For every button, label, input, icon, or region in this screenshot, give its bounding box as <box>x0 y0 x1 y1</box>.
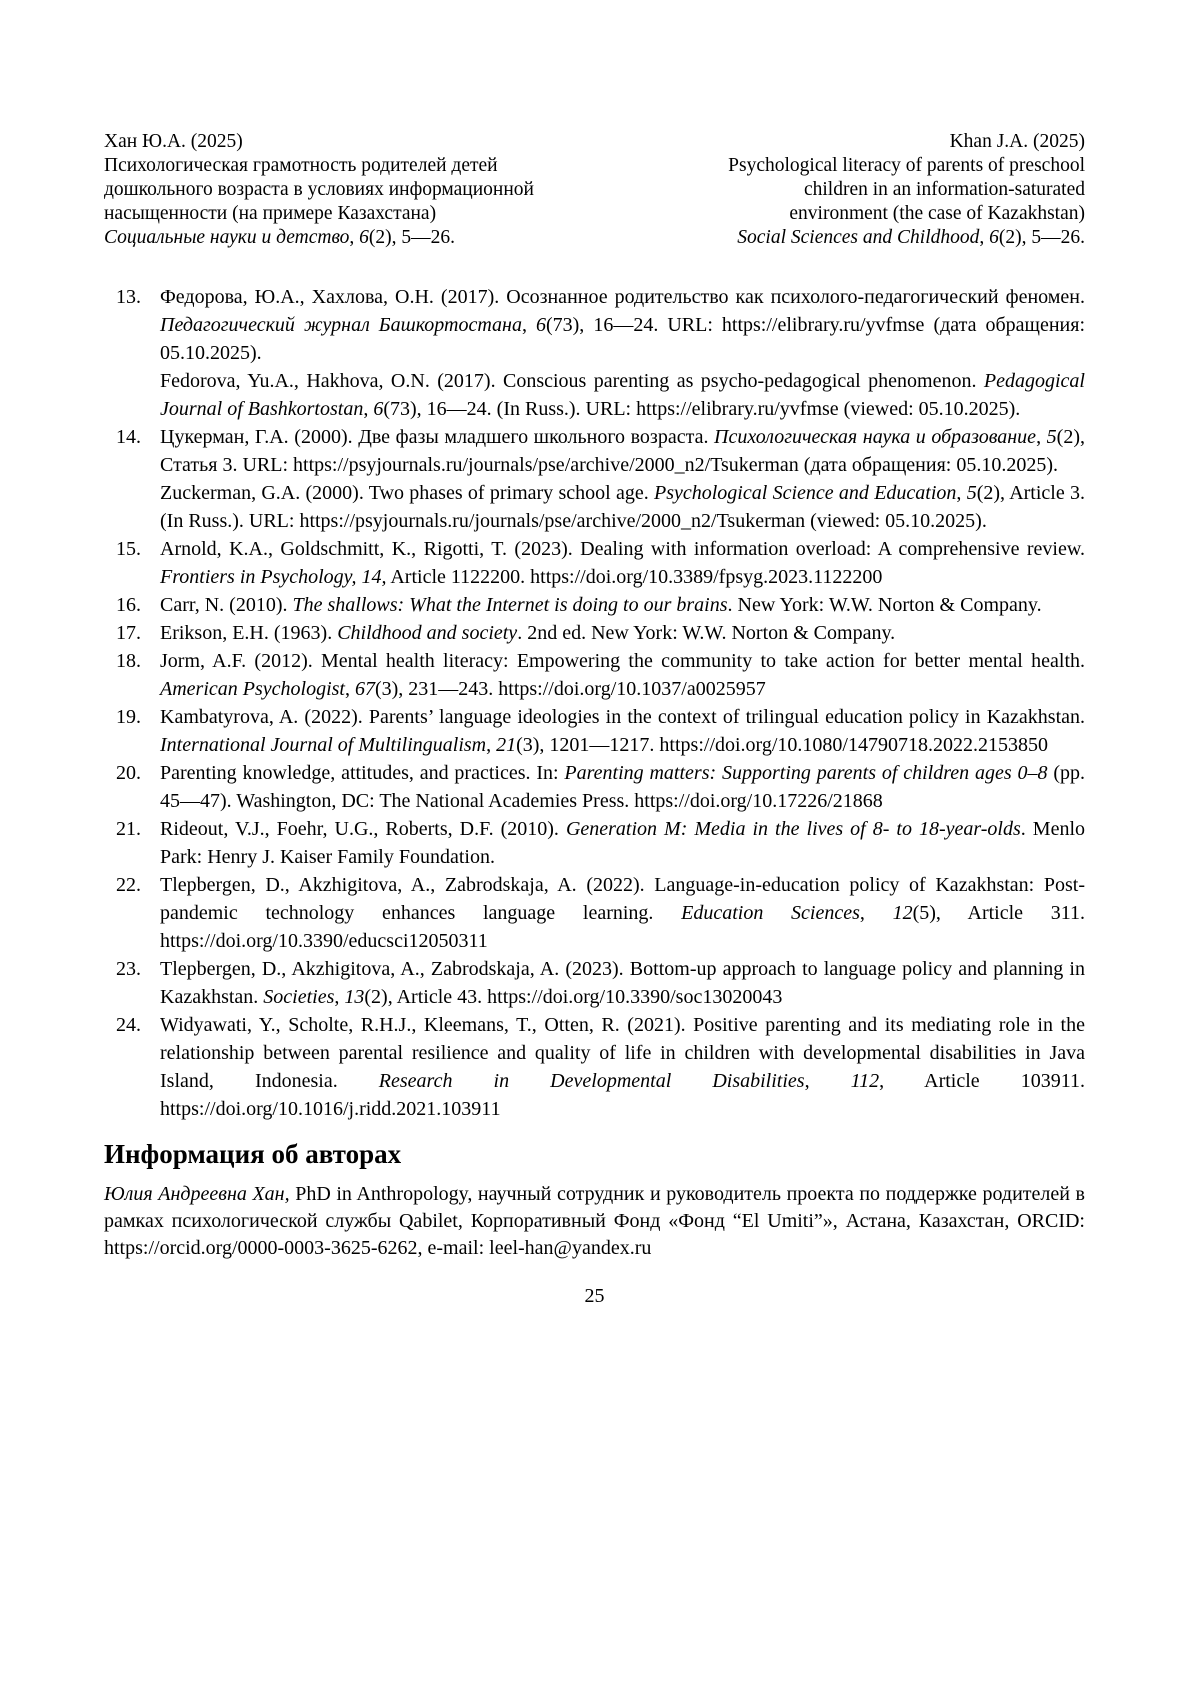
reference-number: 13. <box>116 286 141 308</box>
reference-item <box>104 871 1085 955</box>
header-title-en-line3: environment (the case of Kazakhstan) <box>789 203 1085 224</box>
header-author-en: Khan J.A. (2025) <box>949 131 1085 152</box>
reference-text: Fedorova, Yu.A., Hakhova, O.N. (2017). Conscious parenting as psycho-pedagogical phenomenon. Pedagogical Journal of Bashkortostan, 6(73), 16—24. (In Russ.). URL: https://elibrary.ru/yvfmse (viewed: 05.10.2025). <box>160 370 1085 420</box>
header-title-ru-line3: насыщенности (на примере Казахстана) <box>104 203 437 224</box>
header-journal-en: Social Sciences and Childhood, 6(2), 5—26. <box>737 227 1085 248</box>
reference-text: Erikson, E.H. (1963). Childhood and society. 2nd ed. New York: W.W. Norton & Company. <box>160 622 896 644</box>
running-header <box>104 130 1085 250</box>
reference-text: Carr, N. (2010). The shallows: What the Internet is doing to our brains. New York: W.W. Norton & Company. <box>160 594 1042 616</box>
reference-number: 14. <box>116 426 141 448</box>
header-title-en-line2: children in an information-saturated <box>803 179 1085 200</box>
references-list <box>104 283 1085 1123</box>
reference-item <box>104 815 1085 871</box>
authors-section-heading: Информация об авторах <box>104 1139 402 1169</box>
reference-number: 17. <box>116 622 141 644</box>
reference-number: 23. <box>116 958 141 980</box>
reference-text: Tlepbergen, D., Akzhigitova, A., Zabrodskaja, A. (2022). Language-in-education policy of Kazakhstan: Post-pandemic technology enhances language learning. Education Sciences, 12(5), Article 311. https://doi.org/10.3390/educsci12050311 <box>160 874 1085 952</box>
reference-number: 19. <box>116 706 141 728</box>
reference-text: Tlepbergen, D., Akzhigitova, A., Zabrodskaja, A. (2023). Bottom-up approach to language policy and planning in Kazakhstan. Societies, 13(2), Article 43. https://doi.org/10.3390/soc13020043 <box>160 958 1085 1008</box>
reference-number: 22. <box>116 874 141 896</box>
reference-text: Widyawati, Y., Scholte, R.H.J., Kleemans, T., Otten, R. (2021). Positive parenting and its mediating role in the relationship between parental resilience and quality of life in children with developmental disabilities in Java Island, Indonesia. Research in Developmental Disabilities, 112, Article 103911. https://doi.org/10.1016/j.ridd.2021.103911 <box>160 1014 1085 1120</box>
reference-item <box>104 591 1085 619</box>
reference-text: Rideout, V.J., Foehr, U.G., Roberts, D.F. (2010). Generation M: Media in the lives of 8- to 18-year-olds. Menlo Park: Henry J. Kaiser Family Foundation. <box>160 818 1086 868</box>
reference-number: 24. <box>116 1014 141 1036</box>
reference-item <box>104 283 1085 423</box>
reference-item <box>104 703 1085 759</box>
reference-item <box>104 423 1085 535</box>
reference-text: Zuckerman, G.A. (2000). Two phases of primary school age. Psychological Science and Education, 5(2), Article 3. (In Russ.). URL: https://psyjournals.ru/journals/pse/archive/2000_n2/Tsukerman (viewed: 05.10.2025). <box>160 482 1086 532</box>
page-number: 25 <box>584 1285 605 1307</box>
reference-text: Федорова, Ю.А., Хахлова, О.Н. (2017). Осознанное родительство как психолого-педагогический феномен. Педагогический журнал Башкортостана, 6(73), 16—24. URL: https://elibrary.ru/yvfmse (дата обращения: 05.10.2025). <box>160 286 1085 364</box>
reference-item <box>104 1011 1085 1123</box>
reference-item <box>104 955 1085 1011</box>
reference-number: 18. <box>116 650 141 672</box>
header-journal-ru: Социальные науки и детство, 6(2), 5—26. <box>104 227 456 248</box>
reference-item <box>104 535 1085 591</box>
reference-text: Jorm, A.F. (2012). Mental health literacy: Empowering the community to take action for better mental health. American Psychologist, 67(3), 231—243. https://doi.org/10.1037/a0025957 <box>160 650 1085 700</box>
author-bio: Юлия Андреевна Хан, PhD in Anthropology, научный сотрудник и руководитель проекта по поддержке родителей в рамках психологической службы Qabilet, Корпоративный Фонд «Фонд “El Umiti”», Астана, Казахстан, ORCID: https://orcid.org/0000-0003-3625-6262, e-mail: leel-han@yandex.ru <box>104 1183 1086 1259</box>
reference-text: Цукерман, Г.А. (2000). Две фазы младшего школьного возраста. Психологическая наука и образование, 5(2), Статья 3. URL: https://psyjournals.ru/journals/pse/archive/2000_n2/Tsukerman (дата обращения: 05.10.2025). <box>160 426 1085 476</box>
reference-number: 15. <box>116 538 141 560</box>
reference-item <box>104 759 1085 815</box>
reference-number: 21. <box>116 818 141 840</box>
header-author-ru: Хан Ю.А. (2025) <box>104 131 243 152</box>
reference-item <box>104 647 1085 703</box>
reference-number: 20. <box>116 762 141 784</box>
page-content <box>104 130 1085 1310</box>
header-title-en-line1: Psychological literacy of parents of preschool <box>728 155 1085 176</box>
reference-item <box>104 619 1085 647</box>
reference-text: Kambatyrova, A. (2022). Parents’ language ideologies in the context of trilingual education policy in Kazakhstan. International Journal of Multilingualism, 21(3), 1201—1217. https://doi.org/10.1080/14790718.2022.2153850 <box>160 706 1085 756</box>
running-header-russian <box>104 130 534 250</box>
reference-text: Parenting knowledge, attitudes, and practices. In: Parenting matters: Supporting parents of children ages 0–8 (pp. 45—47). Washington, DC: The National Academies Press. https://doi.org/10.17226/21868 <box>160 762 1085 812</box>
header-title-ru-line2: дошкольного возраста в условиях информационной <box>104 179 534 200</box>
reference-text: Arnold, K.A., Goldschmitt, K., Rigotti, T. (2023). Dealing with information overload: A comprehensive review. Frontiers in Psychology, 14, Article 1122200. https://doi.org/10.3389/fpsyg.2023.1122200 <box>160 538 1085 588</box>
header-title-ru-line1: Психологическая грамотность родителей детей <box>104 155 498 176</box>
reference-number: 16. <box>116 594 141 616</box>
running-header-english <box>728 130 1085 250</box>
